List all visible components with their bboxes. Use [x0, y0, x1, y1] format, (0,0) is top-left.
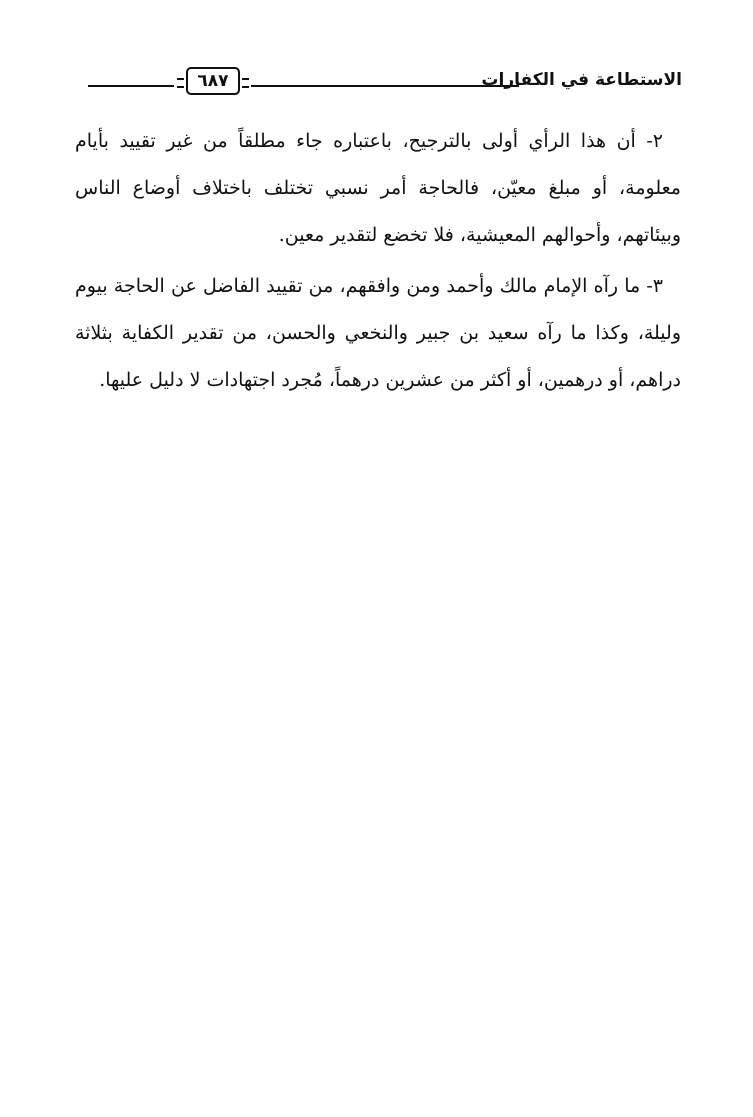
paragraph-point-2: ٢- أن هذا الرأي أولى بالترجيح، باعتباره جاء مطلقاً من غير تقييد بأيام معلومة، أو مبلغ معيّن، فالحاجة أمر نسبي تختلف باختلاف أوضاع الناس وبيئاتهم، وأحوالهم المعيشية، فلا تخضع لتقدير معين.	[75, 130, 681, 246]
body-text	[75, 118, 681, 408]
chapter-title: الاستطاعة في الكفارات	[481, 70, 682, 90]
paragraph-point-3: ٣- ما رآه الإمام مالك وأحمد ومن وافقهم، من تقييد الفاضل عن الحاجة بيوم وليلة، وكذا ما رآه سعيد بن جبير والنخعي والحسن، من تقدير الكفاية بثلاثة دراهم، أو درهمين، أو أكثر من عشرين درهماً، مُجرد اجتهادات لا دليل عليها.	[75, 275, 681, 391]
header-rule-right	[251, 85, 519, 87]
page-number: ٦٨٧	[186, 67, 240, 95]
header-rule-left	[88, 85, 174, 87]
running-header	[88, 66, 682, 102]
